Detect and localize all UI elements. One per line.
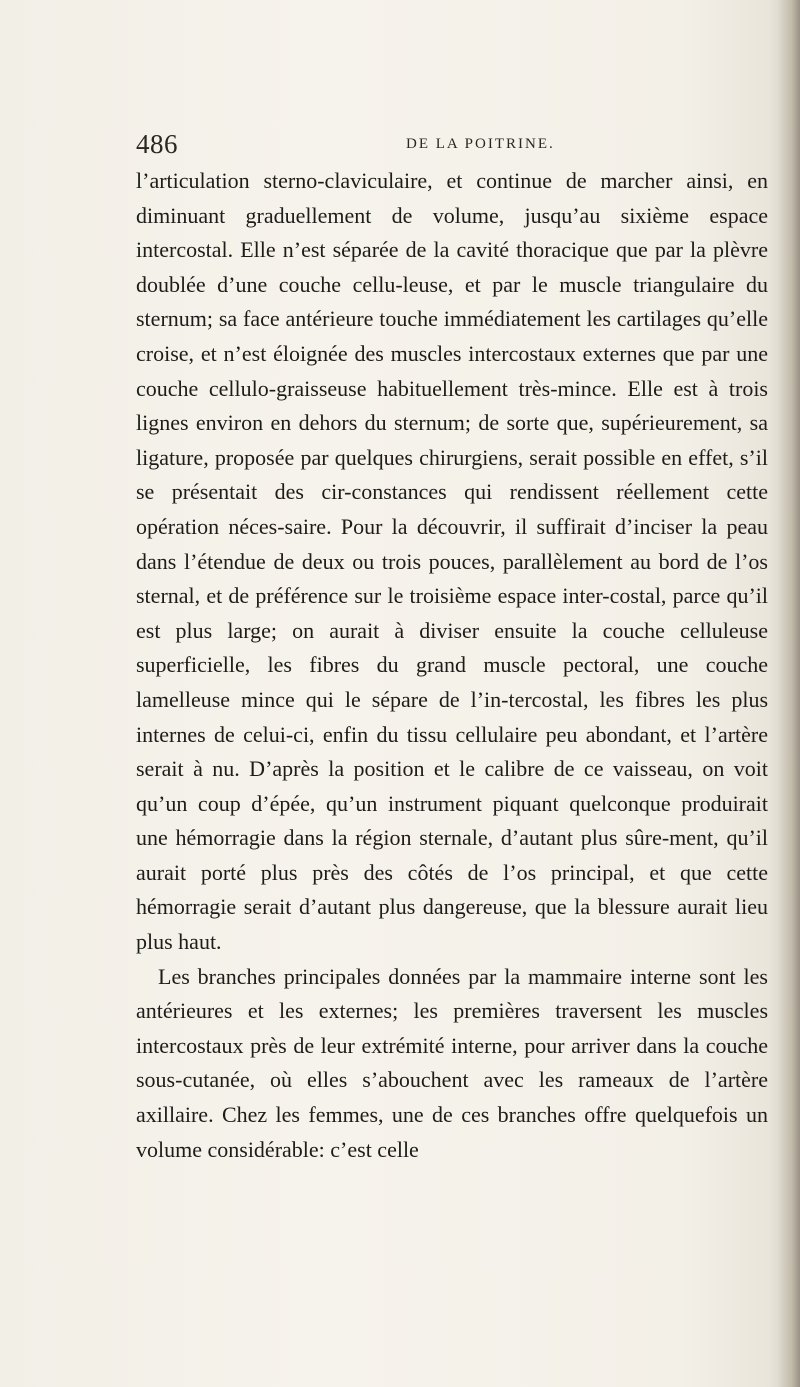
paragraph: Les branches principales données par la mammaire interne sont les antérieures et les externes; les premières traversent les muscles intercostaux près de leur extrémité interne, pour arriver dans la couche sous-cutanée, où elles s’abouchent avec les rameaux de l’artère axillaire. Chez les femmes, une de ces branches offre quelquefois un volume considérable: c’est celle — [136, 963, 768, 1162]
page-edge-shadow — [778, 0, 800, 1387]
page-header — [136, 126, 736, 162]
page-number: 486 — [136, 129, 178, 159]
running-title: DE LA POITRINE. — [406, 136, 555, 152]
body-text — [136, 164, 768, 1167]
paragraph: l’articulation sterno-claviculaire, et continue de marcher ainsi, en diminuant graduellement de volume, jusqu’au sixième espace intercostal. Elle n’est séparée de la cavité thoracique que par la plèvre doublée d’une couche cellu-leuse, et par le muscle triangulaire du sternum; sa face antérieure touche immédiatement les cartilages qu’elle croise, et n’est éloignée des muscles intercostaux externes que par une couche cellulo-graisseuse habituellement très-mince. Elle est à trois lignes environ en dehors du sternum; de sorte que, supérieurement, sa ligature, proposée par quelques chirurgiens, serait possible en effet, s’il se présentait des cir-constances qui rendissent réellement cette opération néces-saire. Pour la découvrir, il suffirait d’inciser la peau dans l’étendue de deux ou trois pouces, parallèlement au bord de l’os sternal, et de préférence sur le troisième espace inter-costal, parce qu’il est plus large; on aurait à diviser ensuite la couche celluleuse superficielle, les fibres du grand muscle pectoral, une couche lamelleuse mince qui le sépare de l’in-tercostal, les fibres les plus internes de celui-ci, enfin du tissu cellulaire peu abondant, et l’artère serait à nu. D’après la position et le calibre de ce vaisseau, on voit qu’un coup d’épée, qu’un instrument piquant quelconque produirait une hémorragie dans la région sternale, d’autant plus sûre-ment, qu’il aurait porté plus près des côtés de l’os principal, et que cette hémorragie serait d’autant plus dangereuse, que la blessure aurait lieu plus haut. — [136, 168, 768, 955]
